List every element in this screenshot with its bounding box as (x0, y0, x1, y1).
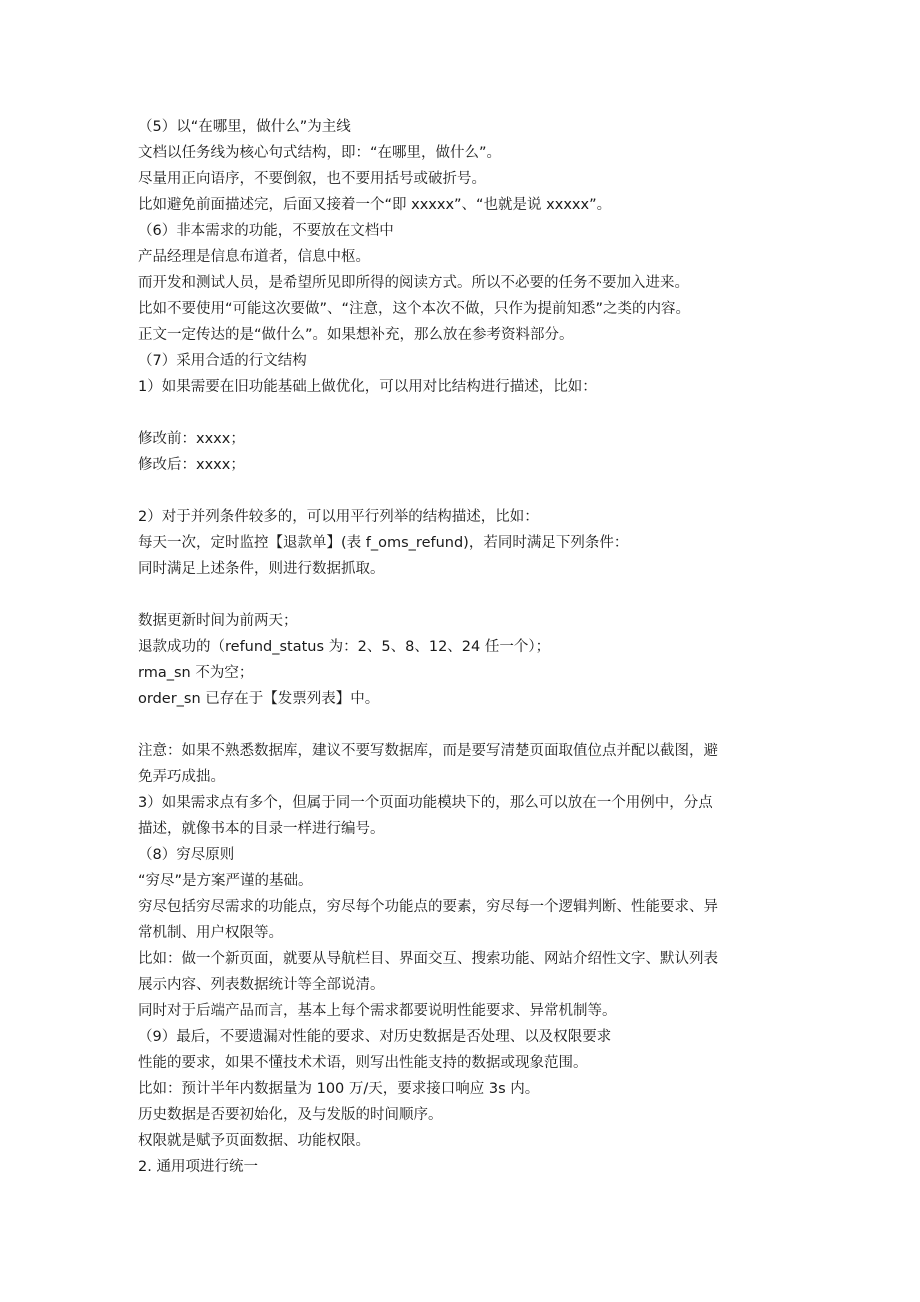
text-line: 比如避免前面描述完，后面又接着一个“即 xxxxx”、“也就是说 xxxxx”。 (138, 197, 612, 213)
text-line: 尽量用正向语序，不要倒叙，也不要用括号或破折号。 (138, 171, 486, 187)
text-line: rma_sn 不为空； (138, 665, 254, 681)
section-heading: （8）穷尽原则 (138, 847, 235, 863)
text-line: 退款成功的（refund_status 为：2、5、8、12、24 任一个）； (138, 639, 551, 655)
text-line: 比如不要使用“可能这次要做”、“注意，这个本次不做，只作为提前知悉”之类的内容。 (138, 301, 691, 317)
text-line: 性能的要求，如果不懂技术术语，则写出性能支持的数据或现象范围。 (138, 1055, 588, 1071)
text-line: 修改前：xxxx； (138, 431, 245, 447)
text-line: 描述，就像书本的目录一样进行编号。 (138, 821, 385, 837)
text-line: 比如：预计半年内数据量为 100 万/天，要求接口响应 3s 内。 (138, 1081, 540, 1097)
text-line: 3）如果需求点有多个，但属于同一个页面功能模块下的，那么可以放在一个用例中，分点 (138, 795, 713, 811)
blank-line (138, 712, 788, 738)
text-line: 穷尽包括穷尽需求的功能点，穷尽每个功能点的要素，穷尽每一个逻辑判断、性能要求、异 (138, 899, 718, 915)
blank-line (138, 478, 788, 504)
text-line: 文档以任务线为核心句式结构，即：“在哪里，做什么”。 (138, 145, 502, 161)
text-line: 修改后：xxxx； (138, 457, 245, 473)
text-line: 常机制、用户权限等。 (138, 925, 283, 941)
section-heading: （9）最后，不要遗漏对性能的要求、对历史数据是否处理、以及权限要求 (138, 1029, 612, 1045)
text-line: 比如：做一个新页面，就要从导航栏目、界面交互、搜索功能、网站介绍性文字、默认列表 (138, 951, 718, 967)
section-heading: （6）非本需求的功能，不要放在文档中 (138, 223, 394, 239)
text-line: 同时对于后端产品而言，基本上每个需求都要说明性能要求、异常机制等。 (138, 1003, 617, 1019)
text-line: “穷尽”是方案严谨的基础。 (138, 873, 313, 889)
text-line: 历史数据是否要初始化，及与发版的时间顺序。 (138, 1107, 443, 1123)
text-line: 正文一定传达的是“做什么”。如果想补充，那么放在参考资料部分。 (138, 327, 574, 343)
text-line: （5）以“在哪里，做什么”为主线 (138, 119, 351, 135)
text-line: 数据更新时间为前两天； (138, 613, 298, 629)
text-line: 每天一次，定时监控【退款单】(表 f_oms_refund)，若同时满足下列条件： (138, 535, 629, 551)
text-line: 产品经理是信息布道者，信息中枢。 (138, 249, 370, 265)
text-line: 权限就是赋予页面数据、功能权限。 (138, 1133, 370, 1149)
section-heading: （7）采用合适的行文结构 (138, 353, 307, 369)
section-heading: 2. 通用项进行统一 (138, 1159, 258, 1175)
document-body (138, 114, 788, 1180)
blank-line (138, 400, 788, 426)
text-line: 同时满足上述条件，则进行数据抓取。 (138, 561, 385, 577)
text-line: 1）如果需要在旧功能基础上做优化，可以用对比结构进行描述，比如： (138, 379, 597, 395)
text-line: 2）对于并列条件较多的，可以用平行列举的结构描述，比如： (138, 509, 539, 525)
text-line: 展示内容、列表数据统计等全部说清。 (138, 977, 385, 993)
blank-line (138, 582, 788, 608)
text-line: 注意：如果不熟悉数据库，建议不要写数据库，而是要写清楚页面取值位点并配以截图，避 (138, 743, 718, 759)
text-line: order_sn 已存在于【发票列表】中。 (138, 691, 380, 707)
text-line: 免弄巧成拙。 (138, 769, 225, 785)
text-line: 而开发和测试人员，是希望所见即所得的阅读方式。所以不必要的任务不要加入进来。 (138, 275, 689, 291)
